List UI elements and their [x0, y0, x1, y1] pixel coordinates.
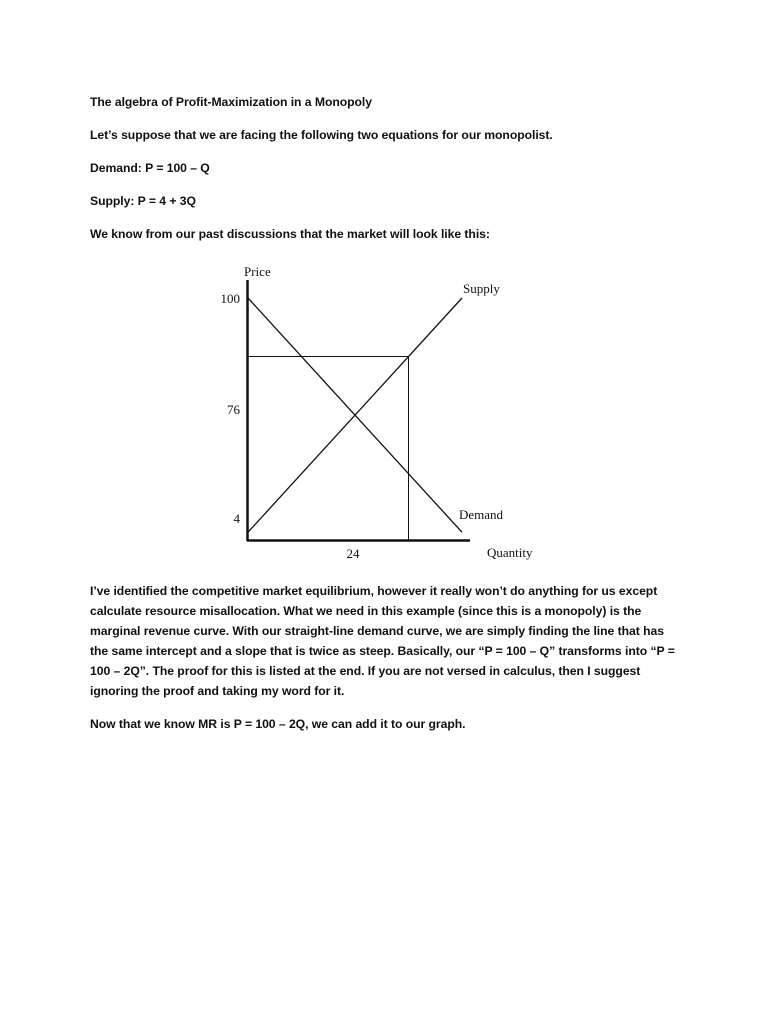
- market-intro-text: We know from our past discussions that the market will look like this:: [90, 227, 490, 241]
- supply-series-label: Supply: [463, 281, 500, 296]
- y-tick-label-76: 76: [227, 402, 240, 417]
- demand-equation: Demand: P = 100 – Q: [90, 161, 210, 175]
- supply-demand-chart: [200, 255, 560, 565]
- document-title: The algebra of Profit-Maximization in a Monopoly: [90, 95, 372, 109]
- demand-series-label: Demand: [459, 507, 504, 522]
- y-tick-label-4: 4: [233, 511, 240, 526]
- y-axis-label: Price: [244, 264, 271, 279]
- intro-text: Let’s suppose that we are facing the following two equations for our monopolist.: [90, 128, 553, 142]
- equilibrium-paragraph: I’ve identified the competitive market equilibrium, however it really won’t do anything for us except calculate resource misallocation. What we need in this example (since this is a monopoly) is the marginal revenue curve. With our straight-line demand curve, we are simply finding the line that has the same intercept and a slope that is twice as steep. Basically, our “P = 100 – Q” transforms into “P = 100 – 2Q”. The proof for this is listed at the end. If you are not versed in calculus, then I suggest ignoring the proof and taking my word for it.: [90, 584, 675, 698]
- mr-paragraph: Now that we know MR is P = 100 – 2Q, we can add it to our graph.: [90, 717, 466, 731]
- x-axis-label: Quantity: [487, 545, 533, 560]
- y-tick-label-100: 100: [220, 291, 240, 306]
- supply-equation: Supply: P = 4 + 3Q: [90, 194, 196, 208]
- x-tick-label-24: 24: [346, 546, 360, 561]
